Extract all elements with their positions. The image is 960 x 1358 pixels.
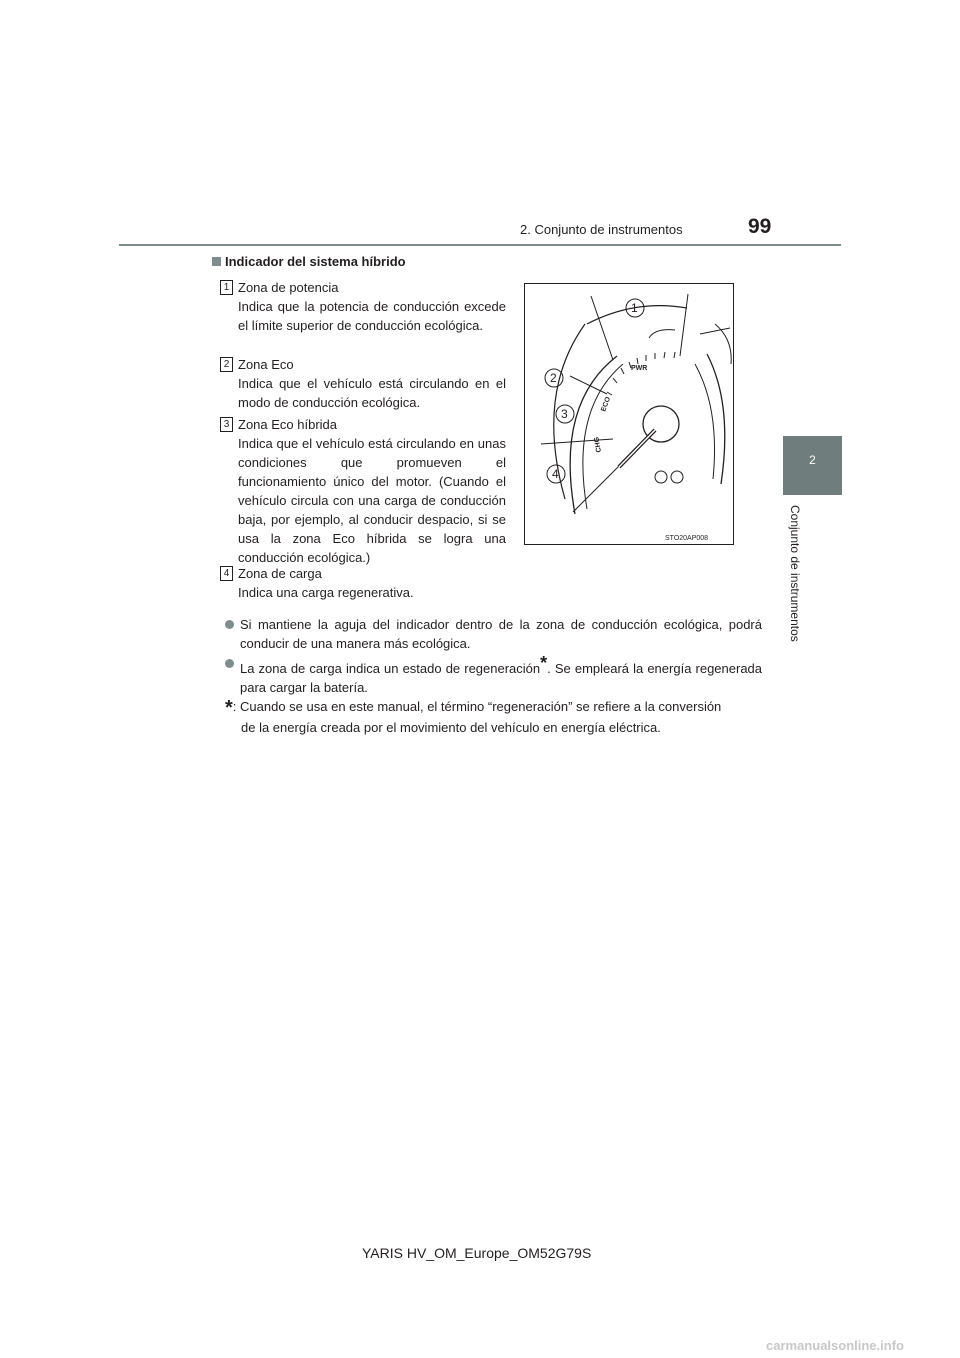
zone-number: 3 bbox=[220, 417, 233, 432]
chapter-tab-number: 2 bbox=[809, 453, 816, 467]
zone-number: 2 bbox=[220, 357, 233, 372]
zone-title: Zona Eco bbox=[238, 357, 294, 372]
zone-description: Indica una carga regenerativa. bbox=[238, 585, 414, 600]
zone-description: Indica que la potencia de conducción excede el límite superior de conducción ecológica. bbox=[238, 299, 506, 333]
footnote-line-1: : Cuando se usa en este manual, el término “regeneración” se refiere a la conversión bbox=[232, 699, 722, 714]
bullet-dot-icon bbox=[225, 620, 234, 629]
footnote-line-2: de la energía creada por el movimiento del vehículo en energía eléctrica. bbox=[241, 720, 661, 735]
zone-item bbox=[220, 564, 506, 602]
callout-3: 3 bbox=[561, 407, 568, 421]
callout-1: 1 bbox=[631, 301, 638, 315]
label-pwr: PWR bbox=[631, 365, 648, 372]
header-rule bbox=[119, 244, 841, 246]
section-title-text: Indicador del sistema híbrido bbox=[225, 254, 406, 269]
bullet-item bbox=[225, 615, 762, 653]
figure-code: STO20AP008 bbox=[665, 535, 709, 542]
zone-title: Zona de potencia bbox=[238, 280, 339, 295]
bullet-item bbox=[225, 654, 762, 697]
callout-4: 4 bbox=[552, 467, 559, 481]
hybrid-indicator-illustration bbox=[525, 284, 733, 544]
chapter-title: 2. Conjunto de instrumentos bbox=[520, 222, 683, 237]
chapter-tab bbox=[783, 436, 842, 495]
callout-2: 2 bbox=[550, 371, 557, 385]
zone-item bbox=[220, 415, 506, 567]
zone-description: Indica que el vehículo está circulando en el modo de conducción ecológica. bbox=[238, 376, 506, 410]
watermark: carmanualsonline.info bbox=[766, 1338, 904, 1353]
label-eco: ECO bbox=[600, 396, 613, 413]
bullet-text: Si mantiene la aguja del indicador dentro de la zona de conducción ecológica, podrá conducir de una manera más ecológica. bbox=[240, 617, 762, 651]
footnote-star: * bbox=[540, 653, 548, 673]
document-code: YARIS HV_OM_Europe_OM52G79S bbox=[362, 1245, 592, 1261]
zone-item bbox=[220, 355, 506, 412]
footnote bbox=[225, 697, 765, 737]
bullet-text: La zona de carga indica un estado de regeneración bbox=[240, 661, 541, 676]
zone-number: 4 bbox=[220, 566, 233, 581]
zone-title: Zona de carga bbox=[238, 566, 322, 581]
footnote-marker: * bbox=[225, 697, 233, 719]
hybrid-indicator-figure bbox=[524, 283, 734, 545]
chapter-tab-label: Conjunto de instrumentos bbox=[788, 505, 802, 642]
label-chg: CHG bbox=[593, 436, 603, 453]
zone-number: 1 bbox=[220, 280, 233, 295]
zone-title: Zona Eco híbrida bbox=[238, 417, 338, 432]
zone-item bbox=[220, 278, 506, 335]
bullet-dot-icon bbox=[225, 659, 234, 668]
bullet-text-continued: . Se empleará la energía regenerada para cargar la batería. bbox=[240, 661, 763, 695]
zone-description: Indica que el vehículo está circulando en unas condiciones que promueven el funcionamiento único del motor. (Cuando el vehículo circula con una carga de conducción baja, por ejemplo, al conducir despacio, si se usa la zona Eco híbrida se logra una conducción ecológica.) bbox=[238, 436, 506, 565]
page-number: 99 bbox=[748, 215, 772, 238]
section-title bbox=[212, 254, 406, 269]
section-square-icon bbox=[212, 257, 221, 266]
